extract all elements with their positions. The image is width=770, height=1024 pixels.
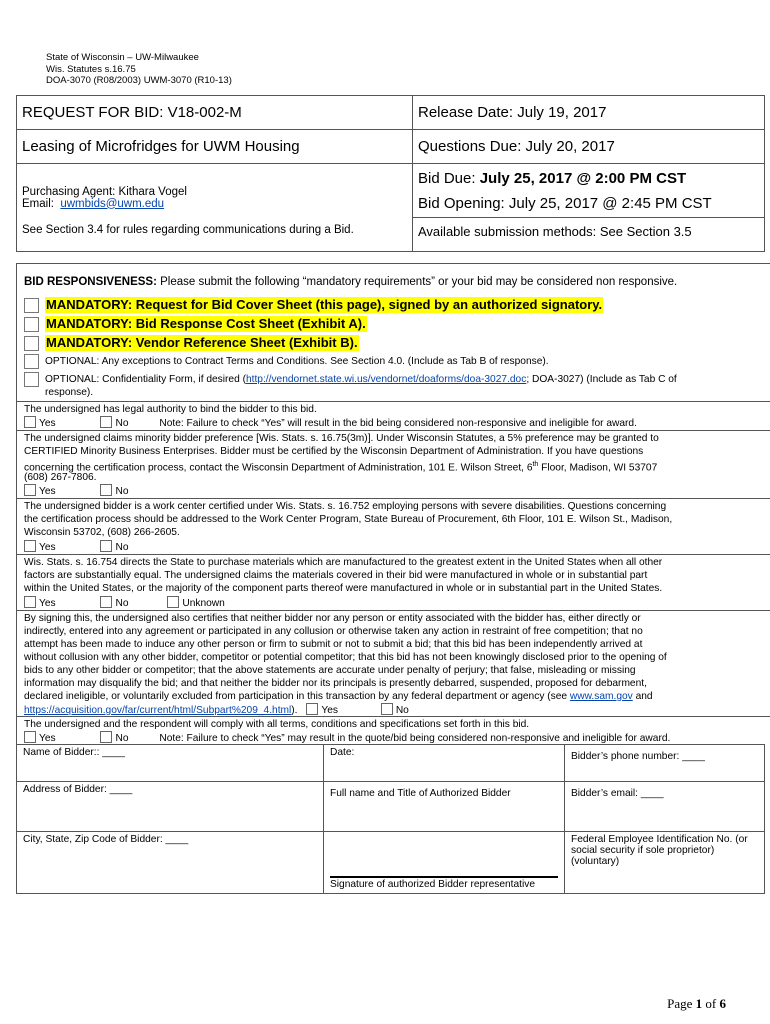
minority-line-3 bbox=[24, 458, 657, 475]
bid-opening: Bid Opening: July 25, 2017 @ 2:45 PM CST bbox=[418, 195, 712, 212]
signing-no-label: No bbox=[395, 705, 409, 716]
city-state-zip-field[interactable]: City, State, Zip Code of Bidder: ____ bbox=[17, 832, 324, 894]
authority-yes-checkbox[interactable] bbox=[24, 416, 36, 428]
bid-dates-cell bbox=[413, 164, 765, 252]
optional-2-post: ; DOA-3027) (Include as Tab C of bbox=[526, 374, 677, 385]
us-materials-yes-checkbox[interactable] bbox=[24, 596, 36, 608]
responsiveness-intro bbox=[24, 276, 677, 289]
us-materials-unknown-label: Unknown bbox=[182, 598, 225, 609]
page-current: 1 bbox=[695, 996, 703, 1011]
mandatory-3-checkbox[interactable] bbox=[24, 336, 39, 351]
agent-email-link[interactable]: uwmbids@uwm.edu bbox=[60, 197, 165, 210]
release-date: Release Date: July 19, 2017 bbox=[413, 96, 765, 130]
us-materials-unknown-checkbox[interactable] bbox=[167, 596, 179, 608]
comply-no-label: No bbox=[115, 733, 129, 744]
minority-sup: th bbox=[532, 461, 539, 468]
authority-options bbox=[24, 416, 637, 430]
minority-line-3a: concerning the certification process, contact the Wisconsin Department of Administration, 101 E. Wilson Street, 6 bbox=[24, 462, 533, 474]
signing-line-5: bids to any other bidder or competitor; that the above statements are accurate under penalty of perjury; that false, misleading or missing bbox=[24, 665, 636, 676]
minority-line-3b: Floor, Madison, WI 53707 bbox=[538, 462, 658, 474]
signing-line-8b: ). bbox=[291, 705, 298, 716]
us-materials-line-2: factors are substantially equal. The undersigned claims the materials covered in their bid were manufactured in whole or in substantial part bbox=[24, 570, 648, 581]
bid-due bbox=[413, 164, 764, 192]
divider bbox=[16, 401, 770, 402]
divider bbox=[16, 716, 770, 717]
address-field[interactable]: Address of Bidder: ____ bbox=[17, 782, 324, 832]
optional-1: OPTIONAL: Any exceptions to Contract Terms and Conditions. See Section 4.0. (Include as Tab B of response). bbox=[45, 356, 549, 367]
divider bbox=[16, 498, 770, 499]
date-field[interactable]: Date: bbox=[324, 745, 565, 782]
comply-yes-label: Yes bbox=[39, 733, 56, 744]
work-center-line-1: The undersigned bidder is a work center certified under Wis. Stats. s. 16.752 employing persons with severe disabilities. Questions concerning bbox=[24, 501, 667, 512]
optional-1-checkbox[interactable] bbox=[24, 354, 39, 369]
work-center-yes-label: Yes bbox=[39, 542, 56, 553]
responsiveness-label: BID RESPONSIVENESS: bbox=[24, 276, 157, 288]
signing-line-4: without collusion with any other bidder, competitor or potential competitor; that this bid has not been knowingly disclosed prior to the opening of bbox=[24, 652, 667, 663]
minority-line-4: (608) 267-7806. bbox=[24, 472, 97, 483]
signing-line-1: By signing this, the undersigned also certifies that neither bidder nor any person or entity associated with the bidder has, either directly or bbox=[24, 613, 641, 624]
agent-email-row bbox=[22, 198, 407, 210]
confidentiality-form-link[interactable]: http://vendornet.state.wi.us/vendornet/doaforms/doa-3027.doc bbox=[245, 374, 527, 385]
full-name-title-field[interactable]: Full name and Title of Authorized Bidder bbox=[324, 782, 565, 832]
responsiveness-text: Please submit the following “mandatory requirements” or your bid may be considered non responsive. bbox=[160, 276, 678, 288]
page-total: 6 bbox=[719, 996, 726, 1011]
email-field[interactable]: Bidder’s email: ____ bbox=[565, 782, 765, 832]
signature-cell[interactable] bbox=[324, 832, 565, 894]
authority-yes-label: Yes bbox=[39, 418, 56, 429]
optional-2-pre: OPTIONAL: Confidentiality Form, if desired ( bbox=[45, 374, 246, 385]
phone-field[interactable]: Bidder’s phone number: ____ bbox=[565, 745, 765, 782]
work-center-options bbox=[24, 540, 129, 554]
bidder-name-field[interactable]: Name of Bidder:: ____ bbox=[17, 745, 324, 782]
header-line-2: Wis. Statutes s.16.75 bbox=[46, 63, 136, 75]
bidder-info-table bbox=[16, 744, 765, 894]
signing-line-6: information may disqualify the bid; and that neither the bidder nor its principals is presently debarred, suspended, proposed for debarment, bbox=[24, 678, 647, 689]
authority-note: Note: Failure to check “Yes” will result in the bid being considered non-responsive and ineligible for award. bbox=[159, 418, 637, 429]
signing-no-checkbox[interactable] bbox=[381, 703, 393, 715]
authority-no-label: No bbox=[115, 418, 129, 429]
optional-2-line-2: response). bbox=[45, 387, 94, 398]
signing-line-7b: and bbox=[632, 691, 653, 702]
page-word: Page bbox=[667, 996, 693, 1011]
work-center-line-2: the certification process should be addressed to the Work Center Program, State Bureau of Procurement, 6th Floor, 101 E. Wilson St., Madison, bbox=[24, 514, 673, 525]
fein-field[interactable]: Federal Employee Identification No. (or social security if sole proprietor) (voluntary) bbox=[565, 832, 765, 894]
header-line-3: DOA-3070 (R08/2003) UWM-3070 (R10-13) bbox=[46, 75, 232, 86]
request-number: REQUEST FOR BID: V18-002-M bbox=[17, 96, 413, 130]
work-center-line-3: Wisconsin 53702, (608) 266-2605. bbox=[24, 527, 180, 538]
optional-2-checkbox[interactable] bbox=[24, 372, 39, 387]
us-materials-line-3: within the United States, or the majority of the component parts thereof were manufactured in whole or in substantial part in the United States. bbox=[24, 583, 663, 594]
bid-title: Leasing of Microfridges for UWM Housing bbox=[17, 130, 413, 164]
comply-note: Note: Failure to check “Yes” may result in the quote/bid being considered non-responsive and ineligible for award. bbox=[159, 733, 671, 744]
comply-statement: The undersigned and the respondent will comply with all terms, conditions and specifications set forth in this bid. bbox=[24, 719, 530, 730]
signing-line-2: indirectly, entered into any agreement or participated in any collusion or otherwise taken any action in restraint of free competition; that no bbox=[24, 626, 643, 637]
signing-yes-checkbox[interactable] bbox=[306, 703, 318, 715]
signing-line-3: attempt has been made to induce any other person or firm to submit or not to submit a bid; that this bid has been independently arrived at bbox=[24, 639, 643, 650]
signature-label: Signature of authorized Bidder representative bbox=[330, 876, 558, 890]
mandatory-1-checkbox[interactable] bbox=[24, 298, 39, 313]
signing-line-7 bbox=[24, 690, 653, 703]
work-center-yes-checkbox[interactable] bbox=[24, 540, 36, 552]
us-materials-options bbox=[24, 596, 225, 610]
minority-no-checkbox[interactable] bbox=[100, 484, 112, 496]
questions-due: Questions Due: July 20, 2017 bbox=[413, 130, 765, 164]
authority-statement: The undersigned has legal authority to bind the bidder to this bid. bbox=[24, 404, 317, 415]
mandatory-2: MANDATORY: Bid Response Cost Sheet (Exhibit A). bbox=[46, 316, 366, 331]
divider bbox=[16, 554, 770, 555]
minority-yes-label: Yes bbox=[39, 486, 56, 497]
submission-methods: Available submission methods: See Section 3.5 bbox=[413, 217, 764, 250]
page-of: of bbox=[705, 996, 717, 1011]
email-label: Email: bbox=[22, 197, 54, 210]
mandatory-1: MANDATORY: Request for Bid Cover Sheet (this page), signed by an authorized signatory. bbox=[46, 297, 603, 312]
authority-no-checkbox[interactable] bbox=[100, 416, 112, 428]
document-header bbox=[46, 52, 232, 87]
communications-note: See Section 3.4 for rules regarding communications during a Bid. bbox=[22, 223, 354, 236]
divider bbox=[16, 610, 770, 611]
header-line-1: State of Wisconsin – UW-Milwaukee bbox=[46, 52, 199, 63]
work-center-no-label: No bbox=[115, 542, 129, 553]
sam-gov-link[interactable]: www.sam.gov bbox=[569, 691, 633, 702]
mandatory-2-checkbox[interactable] bbox=[24, 317, 39, 332]
minority-line-1: The undersigned claims minority bidder preference [Wis. Stats. s. 16.75(3m)]. Under Wisconsin Statutes, a 5% preference may be granted to bbox=[24, 433, 659, 444]
minority-no-label: No bbox=[115, 486, 129, 497]
bid-due-value: July 25, 2017 @ 2:00 PM CST bbox=[479, 170, 687, 187]
purchasing-agent: Purchasing Agent: Kithara Vogel bbox=[22, 185, 187, 198]
minority-options bbox=[24, 484, 129, 498]
comply-no-checkbox[interactable] bbox=[100, 731, 112, 743]
mandatory-3: MANDATORY: Vendor Reference Sheet (Exhibit B). bbox=[46, 335, 358, 350]
page-number bbox=[667, 996, 726, 1012]
signing-line-7a: declared ineligible, or voluntarily excluded from participation in this transaction by any federal department or agency (see bbox=[24, 691, 570, 702]
agent-cell bbox=[17, 164, 413, 252]
us-materials-no-label: No bbox=[115, 598, 129, 609]
us-materials-yes-label: Yes bbox=[39, 598, 56, 609]
bid-due-label: Bid Due: bbox=[418, 170, 476, 187]
us-materials-line-1: Wis. Stats. s. 16.754 directs the State to purchase materials which are manufactured to the greatest extent in the United States when all other bbox=[24, 557, 663, 568]
minority-yes-checkbox[interactable] bbox=[24, 484, 36, 496]
acquisition-gov-link[interactable]: https://acquisition.gov/far/current/html/Subpart%209_4.html bbox=[24, 705, 292, 716]
divider bbox=[16, 430, 770, 431]
work-center-no-checkbox[interactable] bbox=[100, 540, 112, 552]
comply-yes-checkbox[interactable] bbox=[24, 731, 36, 743]
us-materials-no-checkbox[interactable] bbox=[100, 596, 112, 608]
minority-line-2: CERTIFIED Minority Business Enterprises. Bidder must be certified by the Wisconsin Department of Administration. If you have questions bbox=[24, 446, 644, 457]
bid-info-table bbox=[16, 95, 765, 252]
signing-yes-label: Yes bbox=[321, 705, 338, 716]
optional-2 bbox=[45, 373, 757, 399]
